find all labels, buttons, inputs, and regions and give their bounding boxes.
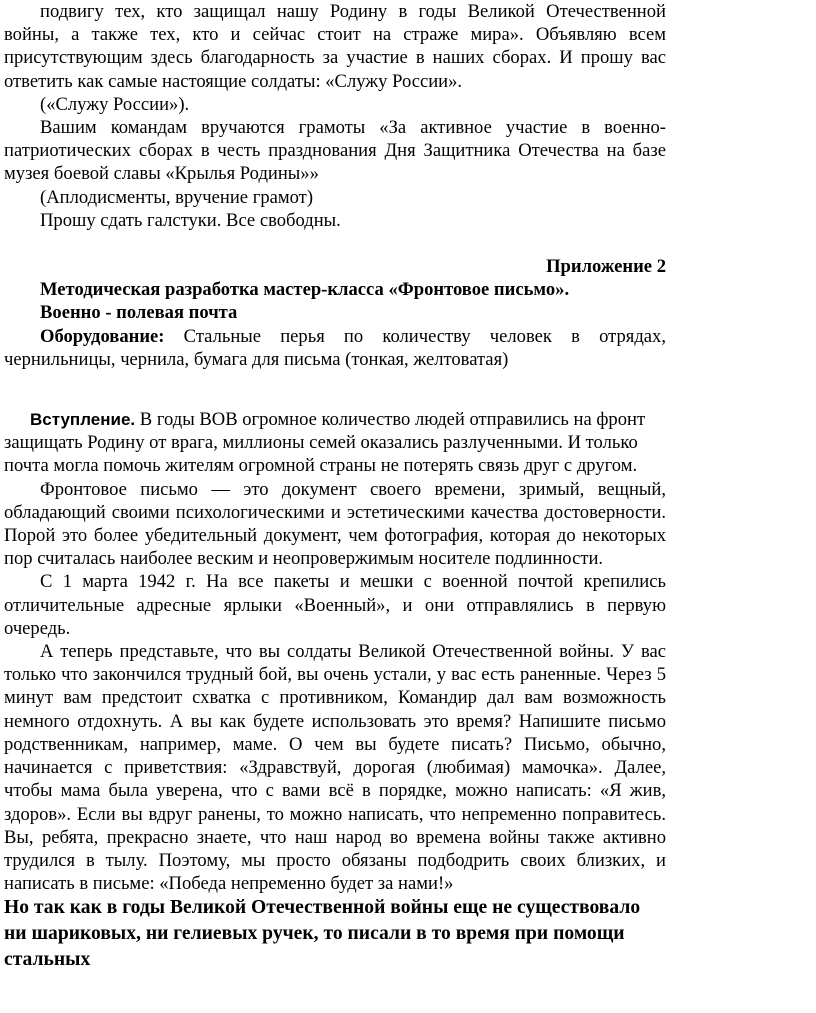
paragraph-response: («Служу России»). xyxy=(40,93,190,115)
equipment-text: Стальные перья по количеству человек в отрядах, чернильницы, чернила, бумага для письма (тонкая, желтоватая) xyxy=(4,325,666,370)
paragraph-applause: (Аплодисменты, вручение грамот) xyxy=(40,186,314,208)
intro-text: В годы ВОВ огромное количество людей отправились на фронт защищать Родину от врага, миллионы семей оказались разлученными. И только почта могла помочь жителям огромной страны не потерять связь друг с другом. xyxy=(4,409,646,477)
paragraph-closing-speech: подвигу тех, кто защищал нашу Родину в годы Великой Отечественной войны, а также тех, кто и сейчас стоит на страже мира». Объявляю всем присутствующим здесь благодарность за участие в наших сборах. И прошу вас ответить как самые настоящие солдаты: «Служу России». xyxy=(4,1,666,92)
paragraph-military-mail: С 1 марта 1942 г. На все пакеты и мешки с военной почтой крепились отличительные адресные ярлыки «Военный», и они отправлялись в первую очередь. xyxy=(4,571,666,639)
section-title: Методическая разработка мастер-класса «Фронтовое письмо». xyxy=(40,279,570,301)
appendix-heading: Приложение 2 xyxy=(546,256,666,278)
paragraph-imagine-soldiers: А теперь представьте, что вы солдаты Великой Отечественной войны. У вас только что закончился трудный бой, вы очень устали, у вас есть раненные. Через 5 минут вам предстоит схватка с противником, Командир дал вам возможность немного отдохнуть. А вы как будете использовать это время? Напишите письмо родственникам, например, маме. О чем вы будете писать? Письмо, обычно, начинается с приветствия: «Здравствуй, дорогая (любимая) мамочка». Далее, чтобы мама была уверена, что с вами всё в порядке, можно написать: «Я жив, здоров». Если вы вдруг ранены, то можно написать, что непременно поправитесь. Вы, ребята, прекрасно знаете, что наш народ во времена войны также активно трудился в тылу. Поэтому, мы просто обязаны подбодрить своих близких, и написать в письме: «Победа непременно будет за нами!» xyxy=(4,641,666,895)
paragraph-steel-pens: Но так как в годы Великой Отечественной войны еще не существовало ни шариковых, ни гелиевых ручек, то писали в то время при помощи стальных xyxy=(4,897,641,971)
document-page xyxy=(4,0,666,973)
paragraph-dismissal: Прошу сдать галстуки. Все свободны. xyxy=(40,209,341,231)
paragraph-awards: Вашим командам вручаются грамоты «За активное участие в военно-патриотических сборах в честь празднования Дня Защитника Отечества на базе музея боевой славы «Крылья Родины»» xyxy=(4,117,666,185)
paragraph-intro xyxy=(4,408,666,478)
paragraph-front-letter: Фронтовое письмо — это документ своего времени, зримый, вещный, обладающий своими психологическими и эстетическими качества достоверности. Порой это более убедительный документ, чем фотография, которая до некоторых пор считалась наиболее веским и неопровержимым носителе подлинности. xyxy=(4,478,666,570)
intro-label: Вступление. xyxy=(30,410,136,430)
equipment-label: Оборудование: xyxy=(40,325,165,347)
section-subtitle: Военно - полевая почта xyxy=(40,302,238,324)
paragraph-equipment xyxy=(4,325,666,371)
